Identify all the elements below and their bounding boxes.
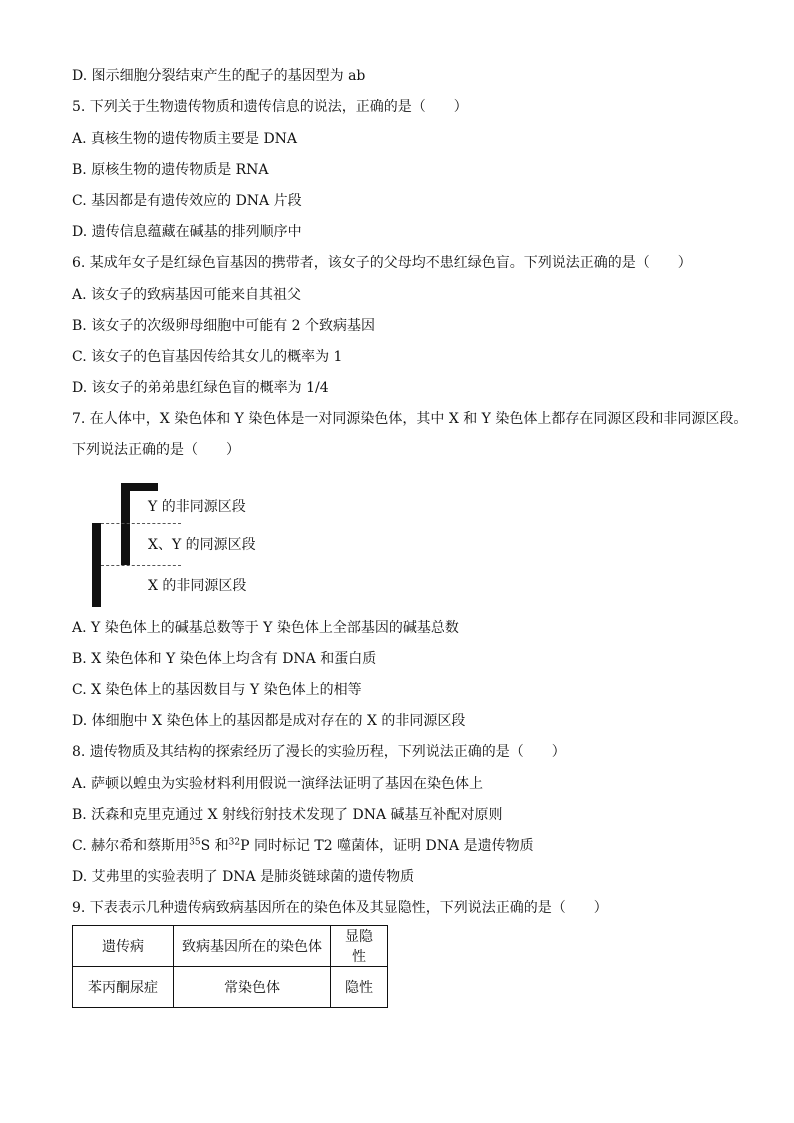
q8-option-c [72, 836, 534, 856]
q6-option-d: D. 该女子的弟弟患红绿色盲的概率为 1/4 [72, 380, 329, 396]
q8-stem: 8. 遗传物质及其结构的探索经历了漫长的实验历程，下列说法正确的是（ ） [72, 744, 566, 760]
q8c-sup-32: 32 [228, 837, 241, 848]
q5-option-b: B. 原核生物的遗传物质是 RNA [72, 162, 269, 178]
q9-stem: 9. 下表表示几种遗传病致病基因所在的染色体及其显隐性，下列说法正确的是（ ） [72, 900, 608, 916]
q8c-rest: P 同时标记 T2 噬菌体，证明 DNA 是遗传物质 [240, 838, 534, 854]
y-chromosome-vertical [121, 483, 130, 565]
table-header-cell: 遗传病 [73, 926, 174, 967]
genetic-disease-table [72, 925, 388, 1008]
table-header-cell: 显隐性 [331, 926, 388, 967]
q8-option-b: B. 沃森和克里克通过 X 射线衍射技术发现了 DNA 碱基互补配对原则 [72, 807, 503, 823]
table-cell: 隐性 [331, 967, 388, 1008]
q6-option-c: C. 该女子的色盲基因传给其女儿的概率为 1 [72, 349, 343, 365]
xy-homologous-label: X、Y 的同源区段 [148, 537, 256, 553]
q8c-mid: S 和 [200, 838, 229, 854]
q7-option-c: C. X 染色体上的基因数目与 Y 染色体上的相等 [72, 682, 362, 698]
table-header-cell: 致病基因所在的染色体 [174, 926, 331, 967]
q8c-sup-35: 35 [189, 837, 201, 848]
q7-stem-continued: 下列说法正确的是（ ） [72, 442, 240, 458]
q5-option-d: D. 遗传信息蕴藏在碱基的排列顺序中 [72, 224, 302, 240]
q8-option-d: D. 艾弗里的实验表明了 DNA 是肺炎链球菌的遗传物质 [72, 869, 415, 885]
q8-option-a: A. 萨顿以蝗虫为实验材料利用假说一演绎法证明了基因在染色体上 [72, 776, 484, 792]
table-cell: 苯丙酮尿症 [73, 967, 174, 1008]
table-row [73, 967, 388, 1008]
q5-option-c: C. 基因都是有遗传效应的 DNA 片段 [72, 193, 302, 209]
boundary-line-bottom [101, 565, 181, 566]
table-cell: 常染色体 [174, 967, 331, 1008]
q7-stem: 7. 在人体中，X 染色体和 Y 染色体是一对同源染色体，其中 X 和 Y 染色体上都存在同源区段和非同源区段。 [72, 411, 748, 427]
q6-stem: 6. 某成年女子是红绿色盲基因的携带者，该女子的父母均不患红绿色盲。下列说法正确的是（ ） [72, 255, 692, 271]
q7-option-a: A. Y 染色体上的碱基总数等于 Y 染色体上全部基因的碱基总数 [72, 620, 459, 636]
q5-stem: 5. 下列关于生物遗传物质和遗传信息的说法，正确的是（ ） [72, 99, 468, 115]
xy-chromosome-diagram [88, 480, 288, 610]
table-header-row [73, 926, 388, 967]
boundary-line-top [101, 523, 181, 524]
x-chromosome [92, 523, 101, 607]
q8c-prefix: C. 赫尔希和蔡斯用 [72, 838, 190, 854]
q7-option-d: D. 体细胞中 X 染色体上的基因都是成对存在的 X 的非同源区段 [72, 713, 466, 729]
x-nonhomologous-label: X 的非同源区段 [148, 578, 247, 594]
q6-option-b: B. 该女子的次级卵母细胞中可能有 2 个致病基因 [72, 318, 375, 334]
y-nonhomologous-label: Y 的非同源区段 [148, 499, 246, 515]
y-chromosome-cap [121, 483, 158, 491]
q5-option-a: A. 真核生物的遗传物质主要是 DNA [72, 131, 298, 147]
q7-option-b: B. X 染色体和 Y 染色体上均含有 DNA 和蛋白质 [72, 651, 377, 667]
q6-option-a: A. 该女子的致病基因可能来自其祖父 [72, 287, 302, 303]
q4-option-d: D. 图示细胞分裂结束产生的配子的基因型为 ab [72, 68, 366, 84]
